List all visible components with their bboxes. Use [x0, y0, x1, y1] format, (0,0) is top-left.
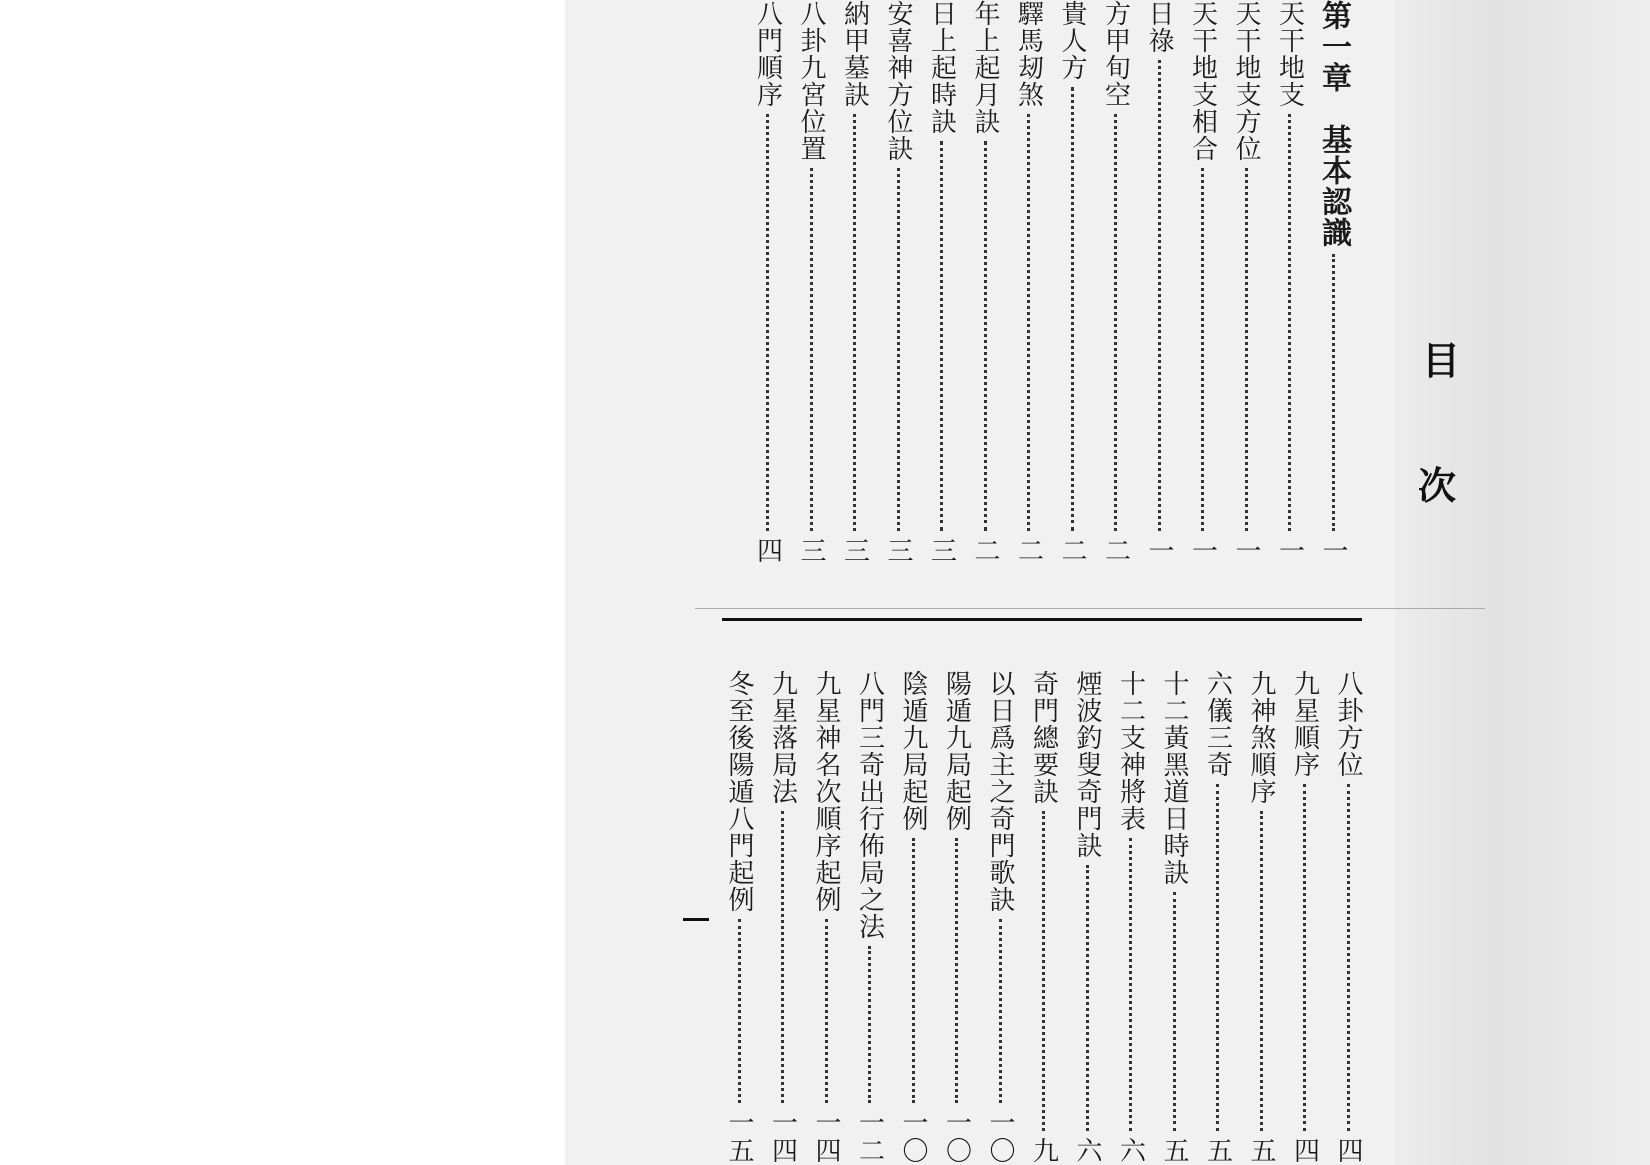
- toc-entry-title: 九神煞順序: [1246, 670, 1276, 805]
- dot-leader: [1129, 838, 1132, 1131]
- toc-entry-title: 八卦方位: [1333, 670, 1363, 778]
- toc-entry[interactable]: [1243, 670, 1279, 1165]
- dot-leader: [1027, 114, 1030, 531]
- dot-leader: [1201, 168, 1204, 531]
- toc-entry-page-number: 一二: [854, 1109, 885, 1165]
- toc-entry-title: 年上起月訣: [970, 0, 1000, 135]
- toc-entry-page-number: 一〇: [941, 1109, 972, 1165]
- toc-entry[interactable]: [1011, 0, 1047, 565]
- toc-entry[interactable]: [1026, 670, 1062, 1165]
- toc-entry-page-number: 三: [839, 537, 870, 565]
- toc-entry[interactable]: [1330, 670, 1366, 1165]
- toc-entry-title: 天干地支相合: [1187, 0, 1218, 162]
- toc-entry-page-number: 五: [1202, 1137, 1233, 1165]
- toc-entry-page-number: 一五: [724, 1109, 754, 1165]
- facing-page-bleed: [1395, 0, 1650, 1165]
- toc-entry-title: 冬至後陽遁八門起例: [724, 670, 754, 913]
- toc-entry-page-number: 一四: [767, 1109, 798, 1165]
- toc-heading-mu: 目: [1422, 339, 1461, 383]
- toc-entry[interactable]: [895, 670, 931, 1165]
- toc-entry-title: 天干地支: [1274, 0, 1305, 108]
- toc-entry[interactable]: [1156, 670, 1192, 1165]
- dot-leader: [1216, 784, 1219, 1131]
- section-divider: [722, 618, 1362, 621]
- toc-entry-page-number: 四: [752, 537, 783, 565]
- dot-leader: [999, 919, 1002, 1103]
- toc-entry[interactable]: [1287, 670, 1323, 1165]
- dot-leader: [781, 811, 784, 1103]
- dot-leader: [1347, 784, 1350, 1131]
- toc-entry-page-number: 一: [1274, 537, 1305, 565]
- toc-entry-title: 九星順序: [1289, 670, 1320, 778]
- toc-entry[interactable]: [880, 0, 916, 565]
- toc-entry-title: 天干地支方位: [1231, 0, 1261, 162]
- toc-entry-title: 日上起時訣: [926, 0, 957, 135]
- toc-entry-page-number: 二: [1013, 537, 1044, 565]
- dot-leader: [1260, 811, 1263, 1131]
- toc-entry-title: 日祿: [1144, 0, 1174, 54]
- toc-entry[interactable]: [1054, 0, 1090, 565]
- dot-leader: [766, 114, 769, 531]
- toc-entry-title: 方甲旬空: [1100, 0, 1131, 108]
- toc-entry-title: 陽遁九局起例: [941, 670, 972, 832]
- toc-entry[interactable]: [1113, 670, 1149, 1165]
- toc-entry-title: 十二黃黑道日時訣: [1159, 670, 1189, 886]
- toc-entry-title: 以日爲主之奇門歌訣: [985, 670, 1015, 913]
- dot-leader: [940, 141, 943, 531]
- toc-entry[interactable]: [1185, 0, 1221, 565]
- dot-leader: [1071, 87, 1074, 531]
- dot-leader: [1086, 865, 1089, 1131]
- toc-entry-page-number: 五: [1246, 1137, 1276, 1165]
- toc-entry[interactable]: [837, 0, 873, 565]
- toc-entry-page-number: 二: [1100, 537, 1131, 565]
- toc-entry-title: 驛馬刼煞: [1013, 0, 1044, 108]
- dot-leader: [897, 168, 900, 531]
- dot-leader: [868, 946, 871, 1103]
- toc-entry[interactable]: [1069, 670, 1105, 1165]
- toc-entry-title: 陰遁九局起例: [898, 670, 928, 832]
- dot-leader: [1042, 811, 1045, 1131]
- toc-entry[interactable]: [924, 0, 960, 565]
- toc-entry-page-number: 四: [1289, 1137, 1320, 1165]
- toc-entry-page-number: 一〇: [985, 1109, 1015, 1165]
- toc-entry-page-number: 六: [1072, 1137, 1102, 1165]
- toc-entry-title: 九星落局法: [767, 670, 798, 805]
- toc-entry-title: 安喜神方位訣: [883, 0, 913, 162]
- toc-entry[interactable]: [750, 0, 786, 565]
- toc-entry[interactable]: [852, 670, 888, 1165]
- toc-entry[interactable]: [1228, 0, 1264, 565]
- dot-leader: [825, 919, 828, 1103]
- toc-entry[interactable]: [1141, 0, 1177, 565]
- dot-leader: [912, 838, 915, 1103]
- toc-entry[interactable]: [982, 670, 1018, 1165]
- dot-leader: [1332, 254, 1335, 531]
- toc-entry-page-number: 二: [1057, 537, 1087, 565]
- toc-entry-page-number: 一: [1144, 537, 1174, 565]
- toc-entry[interactable]: [765, 670, 801, 1165]
- dot-leader: [1303, 784, 1306, 1131]
- toc-entry[interactable]: [793, 0, 829, 565]
- toc-entry-page-number: 三: [883, 537, 913, 565]
- toc-entry[interactable]: [939, 670, 975, 1165]
- toc-entry-page-number: 四: [1333, 1137, 1363, 1165]
- toc-entry-title: 煙波釣叟奇門訣: [1072, 670, 1102, 859]
- dot-leader: [1173, 892, 1176, 1131]
- toc-entry-title: 納甲墓訣: [839, 0, 870, 108]
- toc-entry[interactable]: [1200, 670, 1236, 1165]
- toc-entry[interactable]: [808, 670, 844, 1165]
- toc-entry[interactable]: [1098, 0, 1134, 565]
- dot-leader: [853, 114, 856, 531]
- toc-entry-title: 第一章 基本認識: [1316, 0, 1351, 248]
- toc-entry-title: 八卦九宮位置: [796, 0, 826, 162]
- toc-entry-page-number: 三: [926, 537, 957, 565]
- toc-entry-page-number: 一: [1231, 537, 1261, 565]
- faint-rule: [695, 608, 1485, 609]
- toc-entry-page-number: 六: [1115, 1137, 1146, 1165]
- toc-entry-page-number: 九: [1028, 1137, 1059, 1165]
- dot-leader: [955, 838, 958, 1103]
- dot-leader: [1245, 168, 1248, 531]
- toc-entry-title: 貴人方: [1057, 0, 1087, 81]
- toc-entry-page-number: 二: [970, 537, 1000, 565]
- toc-entry[interactable]: [1272, 0, 1308, 565]
- dot-leader: [1114, 114, 1117, 531]
- toc-entry-title: 奇門總要訣: [1028, 670, 1059, 805]
- toc-entry[interactable]: [967, 0, 1003, 565]
- dot-leader: [738, 919, 741, 1103]
- toc-entry-title: 八門三奇出行佈局之法: [854, 670, 885, 940]
- dot-leader: [984, 141, 987, 531]
- toc-entry-title: 十二支神將表: [1115, 670, 1146, 832]
- toc-entry[interactable]: [721, 670, 757, 1165]
- toc-entry-page-number: 一四: [811, 1109, 841, 1165]
- toc-entry-page-number: 一: [1187, 537, 1218, 565]
- toc-chapter-entry[interactable]: [1315, 0, 1351, 565]
- toc-entry-page-number: 三: [796, 537, 826, 565]
- dot-leader: [1158, 60, 1161, 531]
- toc-entry-page-number: 一: [1318, 537, 1348, 565]
- toc-entry-title: 六儀三奇: [1202, 670, 1233, 778]
- toc-entry-page-number: 五: [1159, 1137, 1189, 1165]
- toc-entry-page-number: 一〇: [898, 1109, 928, 1165]
- dot-leader: [1288, 114, 1291, 531]
- toc-heading-ci: 次: [1418, 464, 1457, 508]
- dot-leader: [810, 168, 813, 531]
- toc-entry-title: 八門順序: [752, 0, 783, 108]
- toc-entry-title: 九星神名次順序起例: [811, 670, 841, 913]
- page-folio: [683, 918, 709, 921]
